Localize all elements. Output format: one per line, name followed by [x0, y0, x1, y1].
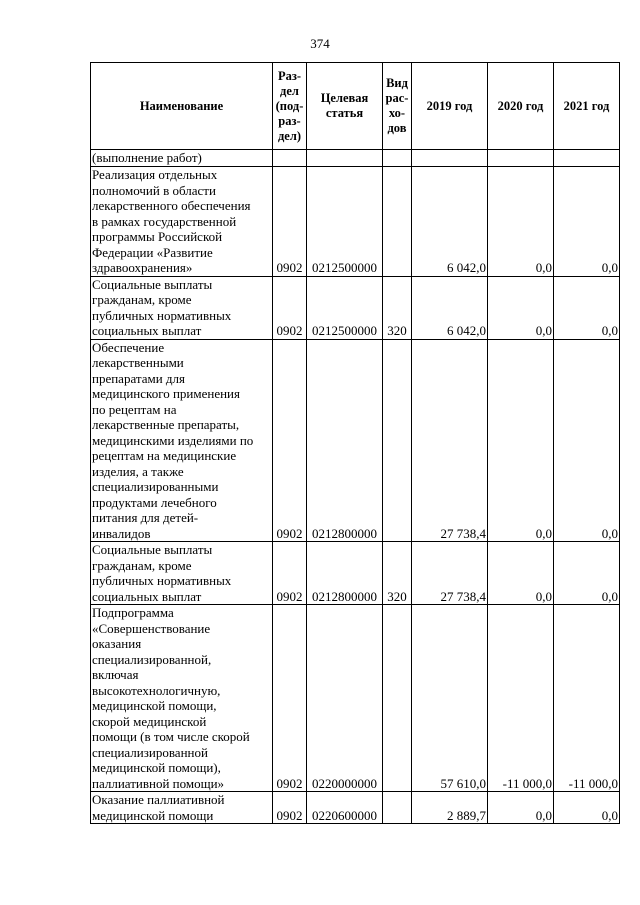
- row-expense-type: [383, 605, 412, 792]
- header-target: Целевая статья: [307, 63, 383, 150]
- row-target: 0212800000: [307, 339, 383, 542]
- table-row: [91, 792, 620, 824]
- row-2020: -11 000,0: [488, 605, 554, 792]
- row-2019: 6 042,0: [412, 167, 488, 277]
- header-expense-type: Вид рас- хо- дов: [383, 63, 412, 150]
- row-2019: 27 738,4: [412, 339, 488, 542]
- header-2020: 2020 год: [488, 63, 554, 150]
- table-row-continuation: [91, 150, 620, 167]
- row-expense-type: 320: [383, 542, 412, 605]
- row-2020: 0,0: [488, 542, 554, 605]
- continuation-text: (выполнение работ): [91, 150, 273, 167]
- row-2021: 0,0: [554, 276, 620, 339]
- budget-table: [90, 62, 620, 824]
- row-2021: -11 000,0: [554, 605, 620, 792]
- row-name: Реализация отдельных полномочий в области лекарственного обеспечения в рамках государственной программы Российской Федерации «Развитие здравоохранения»: [91, 167, 273, 277]
- row-2019: 27 738,4: [412, 542, 488, 605]
- row-name: Подпрограмма «Совершенствование оказания специализированной, включая высокотехнологичную, медицинской помощи, скорой медицинской помощи (в том числе скорой специализированной медицинской помощи), паллиативной помощи»: [91, 605, 273, 792]
- header-name: Наименование: [91, 63, 273, 150]
- row-2021: 0,0: [554, 792, 620, 824]
- table-row: [91, 542, 620, 605]
- row-2019: 2 889,7: [412, 792, 488, 824]
- header-section: Раз- дел (под- раз- дел): [273, 63, 307, 150]
- table-row: [91, 605, 620, 792]
- row-section: 0902: [273, 605, 307, 792]
- row-2021: 0,0: [554, 167, 620, 277]
- header-row: [91, 63, 620, 150]
- row-2020: 0,0: [488, 792, 554, 824]
- table-row: [91, 167, 620, 277]
- header-2021: 2021 год: [554, 63, 620, 150]
- row-name: Социальные выплаты гражданам, кроме публичных нормативных социальных выплат: [91, 276, 273, 339]
- page-number: 374: [310, 36, 330, 51]
- row-2019: 6 042,0: [412, 276, 488, 339]
- row-section: 0902: [273, 339, 307, 542]
- row-section: 0902: [273, 792, 307, 824]
- row-2021: 0,0: [554, 339, 620, 542]
- row-name: Обеспечение лекарственными препаратами для медицинского применения по рецептам на лекарственные препараты, медицинскими изделиями по рецептам на медицинские изделия, а также специализированными продуктами лечебного питания для детей- инвалидов: [91, 339, 273, 542]
- row-target: 0212800000: [307, 542, 383, 605]
- row-expense-type: 320: [383, 276, 412, 339]
- row-2019: 57 610,0: [412, 605, 488, 792]
- row-target: 0220600000: [307, 792, 383, 824]
- row-name: Социальные выплаты гражданам, кроме публичных нормативных социальных выплат: [91, 542, 273, 605]
- row-2020: 0,0: [488, 339, 554, 542]
- row-target: 0220000000: [307, 605, 383, 792]
- row-expense-type: [383, 167, 412, 277]
- row-expense-type: [383, 339, 412, 542]
- row-2021: 0,0: [554, 542, 620, 605]
- header-2019: 2019 год: [412, 63, 488, 150]
- row-section: 0902: [273, 542, 307, 605]
- table-row: [91, 339, 620, 542]
- row-2020: 0,0: [488, 167, 554, 277]
- row-section: 0902: [273, 276, 307, 339]
- row-expense-type: [383, 792, 412, 824]
- row-section: 0902: [273, 167, 307, 277]
- row-name: Оказание паллиативной медицинской помощи: [91, 792, 273, 824]
- row-2020: 0,0: [488, 276, 554, 339]
- row-target: 0212500000: [307, 167, 383, 277]
- table-row: [91, 276, 620, 339]
- row-target: 0212500000: [307, 276, 383, 339]
